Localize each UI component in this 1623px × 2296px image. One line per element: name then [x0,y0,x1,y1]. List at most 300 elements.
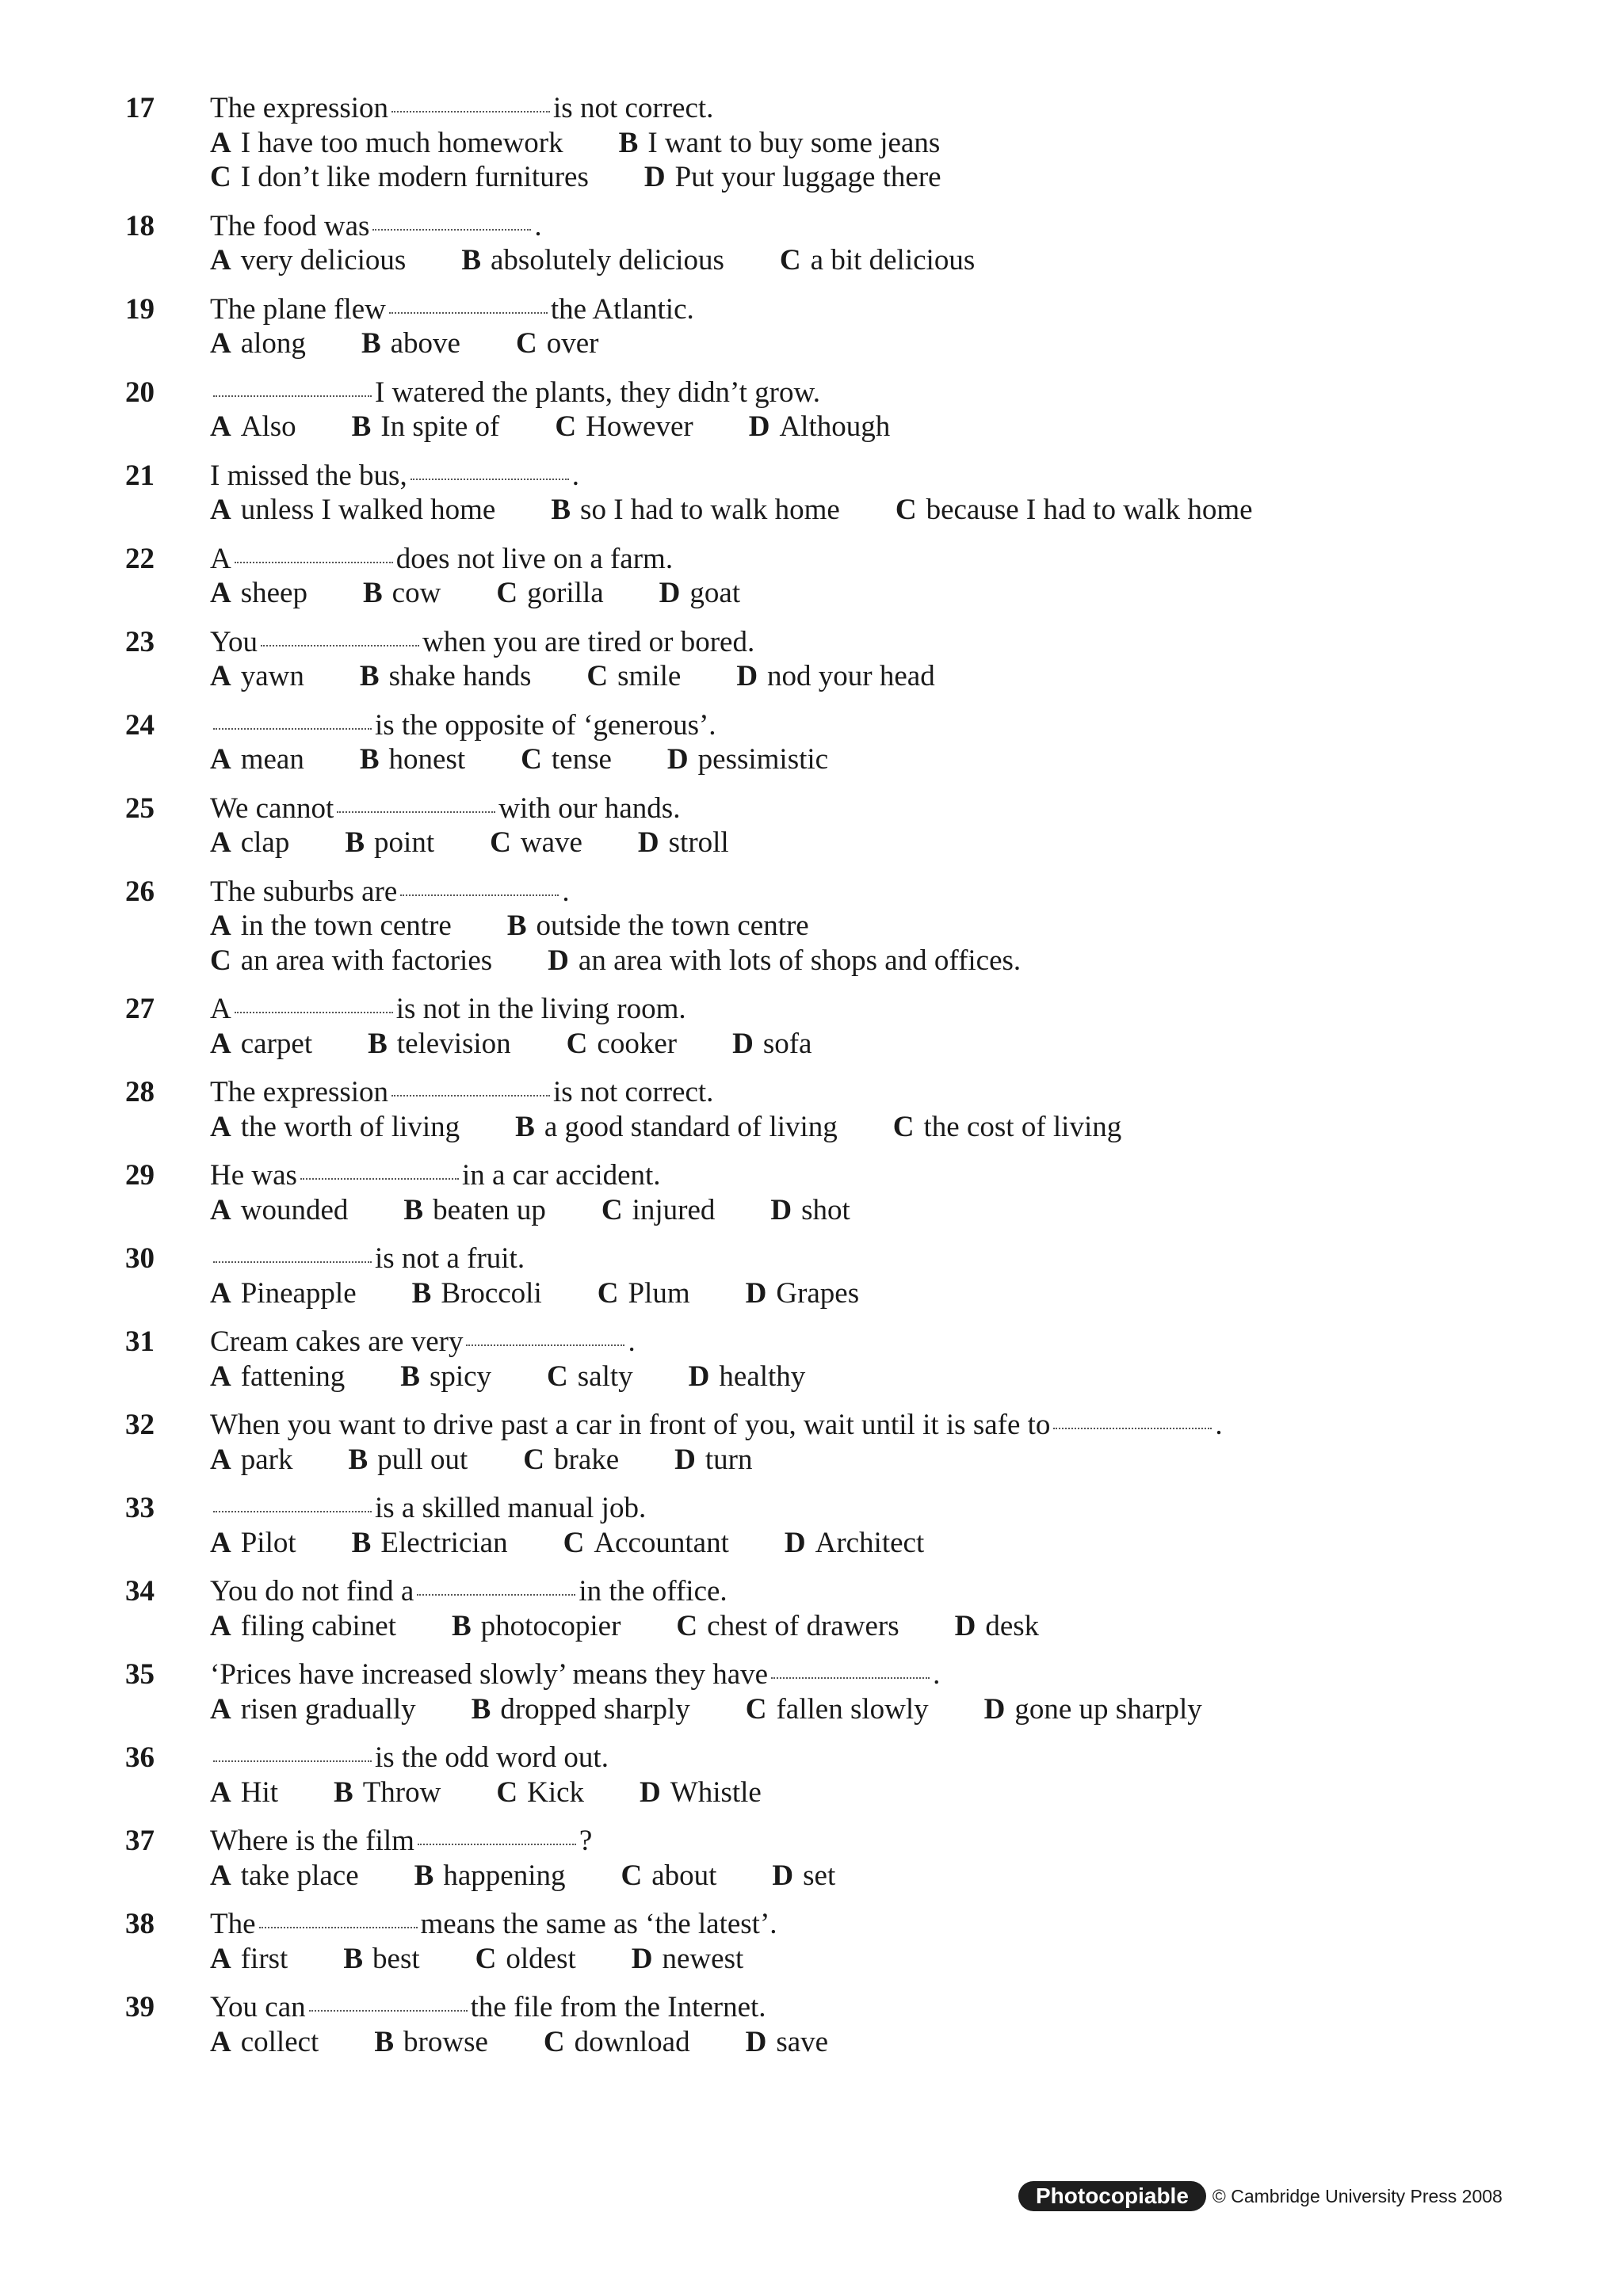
option-letter: C [597,1276,619,1310]
answer-blank[interactable] [418,1843,576,1845]
option-text: browse [403,2025,488,2058]
answer-option[interactable] [210,1110,460,1145]
options-row [210,1360,1552,1394]
answer-option[interactable] [363,576,441,611]
answer-option[interactable] [343,1942,419,1977]
stem-text-after: is a skilled manual job. [375,1492,647,1524]
answer-blank[interactable] [372,228,531,231]
stem-text-before: The expression [210,1076,389,1108]
option-letter: B [359,660,380,692]
question-stem [210,875,1552,910]
answer-blank[interactable] [1053,1427,1212,1429]
option-text: pull out [377,1443,468,1476]
answer-option[interactable] [955,1609,1040,1644]
stem-text-after: . [628,1325,636,1358]
option-text: healthy [719,1360,806,1393]
stem-text-after: . [1215,1409,1223,1441]
option-text: take place [240,1859,359,1892]
option-text: sheep [240,577,307,609]
answer-blank[interactable] [391,110,550,113]
option-letter: D [666,743,689,776]
option-text: in the town centre [240,910,452,942]
answer-blank[interactable] [389,311,548,314]
stem-text-before: We cannot [210,791,334,825]
option-letter: C [515,327,537,360]
stem-text-after: is not in the living room. [395,993,686,1025]
option-text: happening [443,1859,566,1892]
option-letter: A [210,1443,231,1476]
question-number: 21 [125,459,155,492]
options-row [210,493,1552,528]
answer-option[interactable] [461,243,724,278]
question-item [125,1824,1552,1893]
answer-option[interactable] [210,1443,292,1478]
option-letter: B [461,244,481,277]
question-item [125,708,1552,777]
question-item [125,1574,1552,1643]
option-text: pessimistic [697,743,829,776]
option-text: Throw [362,1775,441,1809]
option-text: However [586,410,693,443]
question-number: 19 [125,292,155,326]
question-item [125,376,1552,444]
options-row [210,1193,1552,1228]
answer-option[interactable] [210,742,304,777]
question-number: 28 [125,1076,155,1108]
option-letter: B [334,1775,353,1809]
answer-option[interactable] [334,1775,441,1810]
option-letter: C [543,2025,565,2058]
option-letter: C [892,1110,915,1143]
option-letter: A [210,1609,231,1642]
answer-option[interactable] [896,493,1253,528]
answer-option[interactable] [210,944,492,978]
question-stem [210,992,1552,1027]
answer-option[interactable] [515,1110,838,1145]
options-row [210,1942,1552,1977]
answer-option[interactable] [475,1942,576,1977]
option-text: Pineapple [240,1276,357,1310]
option-letter: D [784,1526,806,1559]
options-row [210,826,1552,860]
answer-blank[interactable] [213,727,372,730]
option-letter: C [555,410,577,443]
answer-option[interactable] [352,410,500,444]
option-text: an area with factories [240,944,493,977]
answer-blank[interactable] [235,561,393,563]
option-letter: D [772,1859,794,1892]
stem-text-after: when you are tired or bored. [422,625,755,658]
option-text: Accountant [594,1526,729,1559]
option-text: Hit [240,1775,279,1809]
option-text: point [374,826,435,859]
answer-option[interactable] [210,2025,319,2060]
answer-option[interactable] [210,1276,357,1311]
option-letter: A [210,1193,231,1226]
answer-option[interactable] [746,2025,828,2060]
option-letter: D [748,410,770,443]
option-letter: B [359,743,380,776]
question-number: 17 [125,92,155,124]
answer-option[interactable] [555,410,693,444]
option-letter: D [643,161,666,193]
option-text: above [390,327,460,360]
option-letter: A [210,910,231,942]
question-number: 35 [125,1658,155,1691]
answer-option[interactable] [210,909,452,944]
answer-option[interactable] [210,826,289,860]
option-text: very delicious [240,244,407,277]
answer-blank[interactable] [309,2009,468,2012]
stem-text-after: is not a fruit. [375,1242,525,1275]
option-letter: D [631,1942,653,1975]
answer-option[interactable] [749,410,891,444]
stem-text-before: The food was [210,209,370,242]
option-text: along [240,327,306,360]
answer-option[interactable] [210,493,495,528]
options-row [210,1526,1552,1561]
option-text: tense [551,743,612,776]
options-row [210,410,1552,444]
option-text: best [372,1942,420,1975]
answer-option[interactable] [770,1193,850,1228]
stem-text-after: ? [579,1825,593,1857]
answer-blank[interactable] [411,478,569,480]
question-number: 26 [125,875,155,908]
option-letter: B [374,2025,395,2058]
answer-option[interactable] [210,1775,278,1810]
answer-blank[interactable] [261,644,419,646]
stem-text-before: A [210,542,231,575]
option-text: shot [801,1193,850,1226]
option-text: park [240,1443,293,1476]
answer-blank[interactable] [300,1177,459,1180]
option-text: absolutely delicious [491,244,724,277]
answer-option[interactable] [361,326,460,361]
question-number: 37 [125,1825,155,1857]
answer-option[interactable] [472,1692,690,1727]
option-letter: B [506,910,527,942]
answer-blank[interactable] [213,1510,372,1512]
copyright-notice: © Cambridge University Press 2008 [1212,2185,1503,2206]
answer-option[interactable] [210,1609,396,1644]
option-letter: A [210,743,231,776]
stem-text-before: You can [210,1991,306,2023]
answer-blank[interactable] [213,395,372,397]
answer-option[interactable] [496,576,603,611]
answer-option[interactable] [563,1526,729,1561]
option-text: Grapes [776,1276,860,1310]
answer-option[interactable] [586,659,681,694]
option-text: risen gradually [240,1692,416,1726]
answer-option[interactable] [374,2025,488,2060]
answer-option[interactable] [403,1193,545,1228]
answer-option[interactable] [210,1692,416,1727]
option-text: Also [240,410,296,443]
answer-option[interactable] [772,1859,835,1894]
question-stem [210,1990,1552,2025]
answer-option[interactable] [732,1027,812,1062]
option-text: carpet [240,1027,313,1060]
option-letter: B [362,577,383,609]
stem-text-before: The plane flew [210,292,386,326]
answer-option[interactable] [210,576,307,611]
answer-option[interactable] [736,659,934,694]
answer-option[interactable] [893,1110,1121,1145]
answer-option[interactable] [544,2025,690,2060]
answer-option[interactable] [352,1526,508,1561]
option-text: Whistle [670,1775,762,1809]
answer-option[interactable] [785,1526,924,1561]
answer-option[interactable] [507,909,809,944]
question-list [125,91,1552,2073]
answer-blank[interactable] [337,810,495,813]
page-footer [1018,2180,1503,2212]
answer-option[interactable] [674,1443,752,1478]
answer-blank[interactable] [391,1094,550,1097]
option-text: over [546,327,599,360]
answer-blank[interactable] [213,1760,372,1762]
stem-text-before: Where is the film [210,1825,414,1857]
answer-option[interactable] [210,1360,345,1394]
question-number: 39 [125,1991,155,2023]
option-text: television [396,1027,511,1060]
option-letter: A [210,494,231,526]
answer-option[interactable] [210,326,306,361]
answer-option[interactable] [360,659,532,694]
option-text: filing cabinet [240,1609,396,1642]
option-letter: A [210,126,231,159]
answer-option[interactable] [452,1609,621,1644]
stem-text-after: is not correct. [553,92,714,124]
option-text: I don’t like modern furnitures [240,161,589,193]
answer-blank[interactable] [771,1676,930,1679]
answer-option[interactable] [621,1859,716,1894]
question-stem [210,1741,1552,1775]
question-item [125,1491,1552,1560]
option-letter: B [618,126,639,159]
option-text: a bit delicious [810,244,976,277]
option-letter: B [361,327,381,360]
answer-option[interactable] [676,1609,899,1644]
question-number: 32 [125,1409,155,1441]
answer-option[interactable] [210,1859,359,1894]
answer-option[interactable] [659,576,740,611]
question-number: 23 [125,625,155,658]
options-row [210,1609,1552,1644]
options-row [210,659,1552,694]
option-text: gone up sharply [1014,1692,1202,1726]
question-stem [210,1408,1552,1443]
option-letter: C [601,1193,623,1226]
answer-option[interactable] [360,742,465,777]
option-letter: D [736,660,758,692]
option-letter: B [345,826,365,859]
option-letter: D [732,1027,754,1060]
answer-option[interactable] [746,1692,929,1727]
answer-option[interactable] [567,1027,677,1062]
question-stem [210,1075,1552,1110]
answer-option[interactable] [516,326,598,361]
answer-option[interactable] [368,1027,511,1062]
option-letter: A [210,410,231,443]
option-letter: C [496,1775,518,1809]
options-row [210,243,1552,278]
question-item [125,292,1552,361]
answer-option[interactable] [210,1193,348,1228]
question-number: 31 [125,1325,155,1358]
stem-text-after: in a car accident. [461,1159,661,1192]
option-text: gorilla [527,577,604,609]
option-text: cow [391,577,441,609]
answer-blank[interactable] [235,1011,393,1013]
answer-option[interactable] [984,1692,1202,1727]
question-item [125,992,1552,1061]
option-letter: A [210,327,231,360]
stem-text-before: When you want to drive past a car in front of you, wait until it is safe to [210,1409,1051,1441]
option-text: oldest [506,1942,576,1975]
question-number: 24 [125,708,155,742]
option-text: download [574,2025,690,2058]
answer-option[interactable] [619,126,941,161]
answer-option[interactable] [547,1360,633,1394]
answer-option[interactable] [601,1193,716,1228]
stem-text-after: in the office. [579,1575,727,1608]
answer-option[interactable] [638,826,729,860]
option-text: Put your luggage there [674,161,941,193]
option-letter: C [621,1859,643,1892]
answer-option[interactable] [598,1276,690,1311]
question-number: 20 [125,376,155,409]
answer-option[interactable] [210,1942,288,1977]
question-item [125,625,1552,694]
options-row [210,576,1552,611]
answer-option[interactable] [644,160,941,195]
option-letter: A [210,1027,231,1060]
option-letter: C [586,660,609,692]
question-number: 29 [125,1159,155,1192]
option-letter: A [210,1775,231,1809]
question-stem [210,708,1552,743]
answer-option[interactable] [210,160,589,195]
answer-option[interactable] [521,742,612,777]
answer-blank[interactable] [417,1593,575,1596]
answer-option[interactable] [400,1360,491,1394]
options-row [210,2025,1552,2060]
answer-option[interactable] [210,1526,296,1561]
option-text: collect [240,2025,319,2058]
answer-option[interactable] [210,659,304,694]
stem-text-after: . [562,875,570,908]
option-letter: C [895,494,917,526]
question-item [125,1241,1552,1310]
answer-blank[interactable] [259,1926,418,1928]
answer-option[interactable] [210,1027,312,1062]
option-letter: A [210,577,231,609]
question-item [125,1075,1552,1144]
answer-option[interactable] [210,243,406,278]
option-text: because I had to walk home [926,494,1253,526]
option-letter: D [745,2025,767,2058]
option-letter: A [210,1526,231,1559]
photocopiable-badge: Photocopiable [1018,2181,1206,2211]
option-text: smile [617,660,682,692]
question-number: 34 [125,1575,155,1608]
answer-option[interactable] [414,1859,566,1894]
option-text: nod your head [767,660,935,692]
answer-blank[interactable] [400,894,559,896]
stem-text-after: with our hands. [498,791,681,825]
option-text: Plum [628,1276,690,1310]
answer-option[interactable] [412,1276,542,1311]
stem-text-after: . [534,209,542,242]
option-text: save [776,2025,829,2058]
option-letter: A [210,1360,231,1393]
options-row [210,1443,1552,1478]
answer-option[interactable] [746,1276,860,1311]
option-text: mean [240,743,304,776]
answer-option[interactable] [345,826,434,860]
answer-option[interactable] [780,243,975,278]
stem-text-before: ‘Prices have increased slowly’ means they have [210,1658,769,1691]
option-letter: A [210,1692,231,1726]
option-letter: D [770,1193,792,1226]
option-letter: A [210,660,231,692]
answer-option[interactable] [210,410,296,444]
option-text: wave [520,826,582,859]
options-row [210,1276,1552,1311]
answer-option[interactable] [548,944,1021,978]
stem-text-after: the Atlantic. [550,292,694,326]
option-text: dropped sharply [500,1692,690,1726]
answer-option[interactable] [551,493,839,528]
answer-option[interactable] [640,1775,762,1810]
answer-option[interactable] [632,1942,743,1977]
answer-blank[interactable] [466,1344,624,1346]
question-item [125,1158,1552,1227]
option-text: Pilot [240,1526,296,1559]
answer-option[interactable] [210,126,563,161]
question-item [125,542,1552,611]
stem-text-before: Cream cakes are very [210,1325,464,1358]
stem-text-before: A [210,993,231,1025]
stem-text-before: The expression [210,92,389,124]
option-letter: D [674,1443,696,1476]
option-text: turn [705,1443,753,1476]
option-text: Architect [815,1526,925,1559]
option-text: Although [779,410,891,443]
options-row [210,944,1552,978]
option-text: Electrician [380,1526,508,1559]
option-letter: C [475,1942,497,1975]
question-stem [210,376,1552,410]
option-letter: C [547,1360,568,1393]
option-text: brake [554,1443,620,1476]
option-text: Broccoli [441,1276,542,1310]
question-item [125,459,1552,528]
answer-option[interactable] [348,1443,468,1478]
stem-text-before: You do not find a [210,1575,414,1608]
answer-option[interactable] [689,1360,806,1394]
answer-option[interactable] [667,742,828,777]
answer-option[interactable] [496,1775,584,1810]
question-item [125,1408,1552,1477]
answer-option[interactable] [490,826,582,860]
answer-option[interactable] [523,1443,619,1478]
option-letter: D [640,1775,661,1809]
answer-blank[interactable] [213,1261,372,1263]
option-text: yawn [240,660,304,692]
